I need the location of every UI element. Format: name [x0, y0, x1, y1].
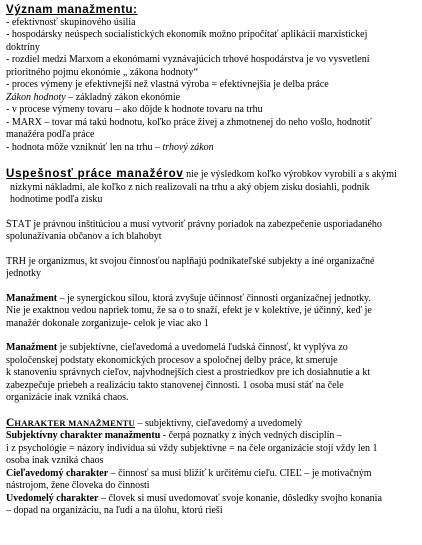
text-line: - hospodársky neúspech socialistických ekonomík možno pripočítať aplikácii marxistickej [6, 29, 368, 40]
text-line: Nie je exaktnou vedou napriek tomu, že sa o to snaží, efekt je v kolektíve, je účinný, keď je [6, 305, 372, 316]
section-heading-charakter [6, 418, 135, 429]
text-line: TRH je organizmus, kt svojou činnosťou napĺňajú podnikateľské subjekty a iné organizačné [6, 255, 375, 267]
text-line [6, 493, 422, 506]
text-line [6, 92, 422, 105]
paragraph-manazment-1 [6, 293, 422, 331]
text-line: hodnotíme podľa zisku [10, 194, 103, 205]
text-line: k stanoveniu správnych cieľov, najvhodnejších ciest a prostriedkov pre ich dosiahnutie a kt [6, 367, 371, 378]
text-span: – subjektívny, cieľavedomý a uvedomelý [135, 417, 303, 429]
heading-initial: C [6, 416, 15, 429]
text-line: - MARX – tovar má takú hodnotu, koľko práce živej a zhmotnenej do neho vošlo, hodnotiť [6, 116, 372, 128]
text-line [6, 342, 422, 355]
text-line: nástrojom, žene človeka do činnosti [6, 480, 150, 491]
text-line: prioritného pojmu ekonómie „ zákona hodnoty“ [6, 66, 198, 78]
term-manazment: Manažment [6, 342, 58, 353]
text-line [6, 417, 422, 431]
text-line [6, 468, 422, 481]
text-line: manažéra podľa práce [6, 129, 95, 140]
term-definition: – základný zákon ekonómie [65, 91, 181, 103]
term-zakon-hodnoty: Zákon hodnoty [6, 91, 66, 103]
text-line: manažér dokonale zorganizuje- celok je viac ako 1 [6, 317, 209, 329]
term-manazment: Manažment [6, 292, 58, 304]
term-cielavedomy: Cieľavedomý charakter [6, 467, 109, 479]
section-heading-uspesnost: Úspešnosť práce manažérov [6, 168, 184, 180]
text-line: - efektívnosť skupinového úsilia [6, 16, 136, 28]
text-line: - v procese výmeny tovaru – ako dôjde k hodnote tovaru na trhu [6, 104, 263, 115]
text-line: - proces výmeny je efektívnejší než vlastná výroba = efektívnejšia je delba práce [6, 79, 329, 90]
text-line: osoba inak vzniká chaos [6, 455, 104, 466]
term-trhovy-zakon: trhový zákon [162, 141, 214, 153]
paragraph-manazment-2 [6, 342, 422, 405]
text-line: ŠTÁT je právnou inštitúciou a musí vytvoriť právny poriadok na zabezpečenie usporiadaného [6, 218, 382, 230]
text-line: - rozdiel medzi Marxom a ekonómami vyznávajúcich trhové hospodárstva je vo vysvetlení [6, 54, 370, 65]
paragraph-trh [6, 256, 422, 281]
text-line: doktríny [6, 41, 40, 53]
section-heading-vyznam: Význam manažmentu: [6, 4, 138, 16]
text-line [6, 142, 422, 155]
term-uvedomely: Uvedomelý charakter [6, 492, 99, 504]
section-uspesnost [6, 168, 422, 207]
text-line: zabezpečuje priebeh a realizáciu takto stanovenej činnosti. 1 osoba musí stáť na čele [6, 379, 344, 391]
text-span: – je synergickou silou, ktorá zvyšuje účinnosť činnosti organizačnej jednotky. [57, 292, 371, 304]
text-line [6, 168, 422, 182]
text-span: - hodnota môže vzniknúť len na trhu – [6, 141, 163, 153]
section-charakter [6, 417, 422, 518]
text-span: nie je výsledkom koľko výrobkov vyrobili a s akými [183, 169, 397, 180]
text-span: je subjektívne, cieľavedomá a uvedomelá ľudská činnosť, kt vyplýva zo [57, 342, 348, 353]
term-subjektivny: Subjektívny charakter manažmentu [6, 430, 161, 441]
text-line: – dopad na organizáciu, na ľudí a na úlohu, ktorú rieši [6, 505, 223, 516]
text-span: - čerpá poznatky z iných vedných disciplín – [160, 430, 342, 441]
text-line: jednotky [6, 268, 41, 279]
text-line: spoločenskej podstaty ekonomických procesov a spoločnej delby práce, kt smeruje [6, 354, 338, 366]
text-span: – činnosť sa musí bližiť k určitému cieľu. CIEĽ – je motivačným [108, 467, 372, 479]
section-vyznam [6, 4, 422, 154]
text-line: organizácie inak vzniká chaos. [6, 392, 129, 403]
heading-rest: HARAKTER MANAŽMENTU [14, 417, 135, 428]
text-line [6, 293, 422, 306]
text-line [6, 430, 422, 443]
text-line: nízkymi nákladmi, ale koľko z nich realizovali na trhu a aký objem zisku dosiahli, podnik [10, 181, 370, 193]
text-line: spolunažívania občanov a ich blahobyt [6, 231, 162, 242]
paragraph-stat [6, 219, 422, 244]
text-span: – človek si musí uvedomovať svoje konanie, dôsledky svojho konania [98, 492, 382, 504]
text-line: i z psychológie = názory indivídua sú vždy subjektívne = na čele organizácie stojí vždy len 1 [6, 442, 378, 454]
